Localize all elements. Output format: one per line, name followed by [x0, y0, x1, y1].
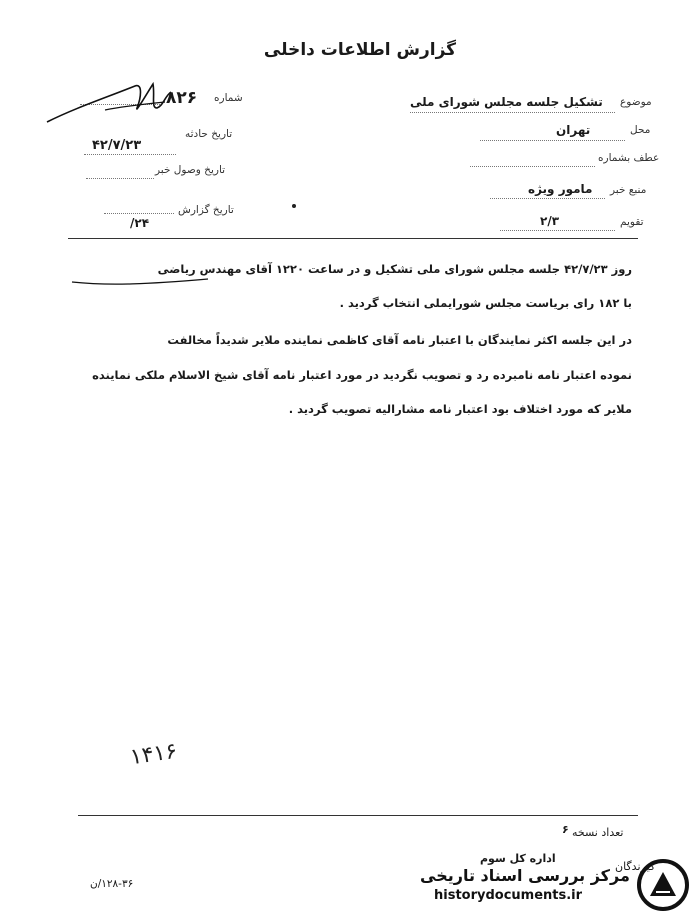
recipients-label: گیرندگان [615, 860, 656, 873]
watermark-logo-icon [636, 858, 690, 912]
recipients-value: اداره کل سوم [480, 852, 556, 865]
handwritten-archive-number: ۱۴۱۶ [128, 738, 179, 771]
subject-dots [410, 112, 615, 113]
source-value: مامور ویژه [528, 182, 593, 196]
place-label: محل [630, 124, 651, 136]
body-line-3: در این جلسه اکثر نمایندگان با اعتبار نامه آقای کاظمی نماینده ملایر شدیداً مخالفت [167, 333, 632, 347]
page-title: گزارش اطلاعات داخلی [263, 40, 457, 60]
underline-mark [70, 276, 210, 290]
handwritten-signature [45, 78, 175, 128]
footer-divider [78, 815, 638, 816]
ink-dot [292, 204, 296, 208]
source-label: منبع خبر [610, 184, 647, 196]
number-value: ۸۲۶ [166, 88, 198, 108]
incident-date-label: تاریخ حادثه [185, 128, 233, 140]
news-date-label: تاریخ وصول خبر [155, 164, 226, 176]
report-date-label: تاریخ گزارش [178, 204, 234, 216]
rating-value: ۲/۳ [540, 214, 560, 228]
watermark-text: مرکز بررسی اسناد تاریخی [420, 866, 630, 885]
ref-label: عطف بشماره [598, 152, 660, 164]
rating-dots [500, 230, 615, 231]
body-line-5: ملایر که مورد اختلاف بود اعتبار نامه مشارالیه تصویب گردید . [288, 402, 632, 416]
body-line-1: روز ۴۲/۷/۲۳ جلسه مجلس شورای ملی تشکیل و در ساعت ۱۲۲۰ آقای مهندس ریاضی [157, 262, 632, 276]
place-value: تهران [556, 123, 591, 137]
header-divider [68, 238, 638, 239]
body-line-4: نموده اعتبار نامه نامبرده رد و تصویب نگردید در مورد اعتبار نامه آقای شیخ الاسلام ملکی نماینده [92, 368, 632, 382]
report-date-value: /۲۴ [130, 216, 150, 230]
form-code: ۱۲۸-۳۶/ن [90, 878, 134, 890]
subject-value: تشکیل جلسه مجلس شورای ملی [410, 95, 603, 109]
subject-label: موضوع [620, 96, 652, 108]
incident-date-dots [84, 154, 176, 155]
incident-date-value: ۴۲/۷/۲۳ [92, 138, 142, 153]
ref-dots [470, 166, 595, 167]
place-dots [480, 140, 625, 141]
number-label: شماره [214, 92, 243, 104]
news-date-dots [86, 178, 154, 179]
watermark-url: historydocuments.ir [434, 888, 583, 903]
body-line-2: با ۱۸۲ رای بریاست مجلس شورایملی انتخاب گردید . [339, 296, 632, 310]
report-date-dots [104, 213, 174, 214]
rating-label: تقویم [620, 216, 644, 228]
copies-value: ۶ [562, 823, 569, 836]
copies-label: تعداد نسخه [572, 826, 624, 839]
source-dots [490, 198, 605, 199]
